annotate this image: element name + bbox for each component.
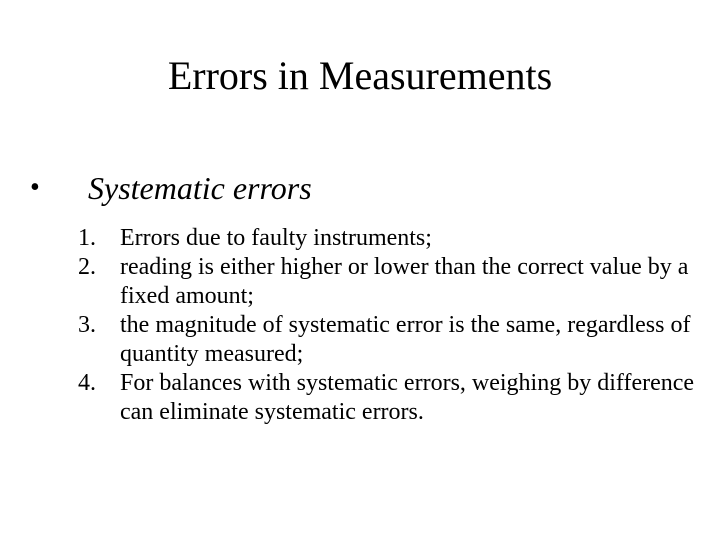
list-item: [78, 369, 698, 427]
list-item-text: Errors due to faulty instruments;: [120, 225, 432, 251]
list-item: [78, 311, 698, 369]
list-item-text: For balances with systematic errors, weighing by difference can eliminate systematic errors.: [120, 370, 695, 425]
bullet-point: [30, 166, 312, 210]
numbered-list: [78, 224, 698, 427]
slide-title: Errors in Measurements: [167, 53, 553, 98]
bullet-heading: Systematic errors: [88, 169, 312, 206]
list-item-text: reading is either higher or lower than the correct value by a fixed amount;: [120, 254, 689, 309]
list-item: [78, 253, 698, 311]
list-item-number: 4.: [78, 370, 96, 396]
bullet-icon: •: [30, 172, 40, 203]
list-item-number: 2.: [78, 254, 96, 280]
list-item-number: 1.: [78, 225, 96, 251]
list-item-number: 3.: [78, 312, 96, 338]
list-item: [78, 224, 698, 253]
list-item-text: the magnitude of systematic error is the same, regardless of quantity measured;: [120, 312, 691, 367]
